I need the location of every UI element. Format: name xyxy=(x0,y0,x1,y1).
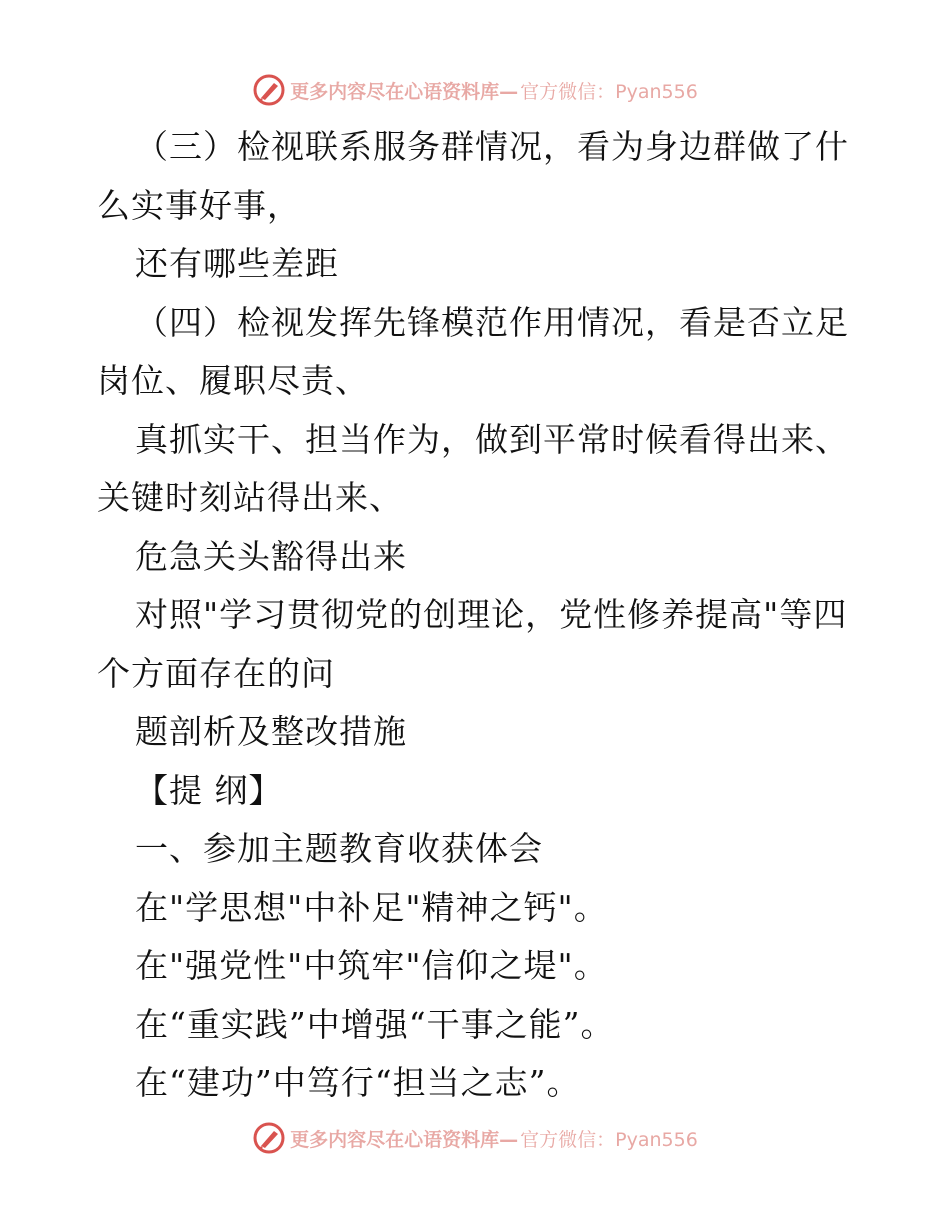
pen-logo-icon xyxy=(252,1121,286,1155)
text-line: 在“建功”中笃行“担当之志”。 xyxy=(135,1063,581,1102)
text-line: 危急关头豁得出来 xyxy=(135,536,407,576)
text-line: 在"强党性"中筑牢"信仰之堤"。 xyxy=(135,946,608,985)
text-line: 题剖析及整改措施 xyxy=(135,712,407,751)
watermark-text: 更多内容尽在心语资料库— xyxy=(290,1128,519,1151)
text-line: 个方面存在的问 xyxy=(97,653,335,693)
text-line: （三）检视联系服务群情况，看为身边群做了什 xyxy=(135,127,849,166)
text-line: 关键时刻站得出来、 xyxy=(97,478,403,517)
text-line: （四）检视发挥先锋模范作用情况，看是否立足 xyxy=(135,302,849,342)
text-line: 还有哪些差距 xyxy=(135,244,339,283)
text-line: 真抓实干、担当作为，做到平常时候看得出来、 xyxy=(135,419,849,459)
watermark-text: 更多内容尽在心语资料库— xyxy=(290,80,519,103)
section-heading: 一、参加主题教育收获体会 xyxy=(135,829,543,868)
watermark-contact: 官方微信：Pyan556 xyxy=(520,1128,698,1151)
text-line: 岗位、履职尽责、 xyxy=(97,361,369,400)
text-line: 在"学思想"中补足"精神之钙"。 xyxy=(135,887,608,927)
header-watermark xyxy=(0,68,950,112)
section-heading: 【提 纲】 xyxy=(135,770,283,810)
text-line: 在“重实践”中增强“干事之能”。 xyxy=(135,1004,615,1044)
watermark-contact: 官方微信：Pyan556 xyxy=(520,80,698,103)
text-line: 对照"学习贯彻党的创理论，党性修养提高"等四 xyxy=(135,595,848,634)
footer-watermark xyxy=(0,1116,950,1160)
document-body xyxy=(97,118,857,1113)
pen-logo-icon xyxy=(252,73,286,107)
text-line: 么实事好事， xyxy=(97,185,301,225)
